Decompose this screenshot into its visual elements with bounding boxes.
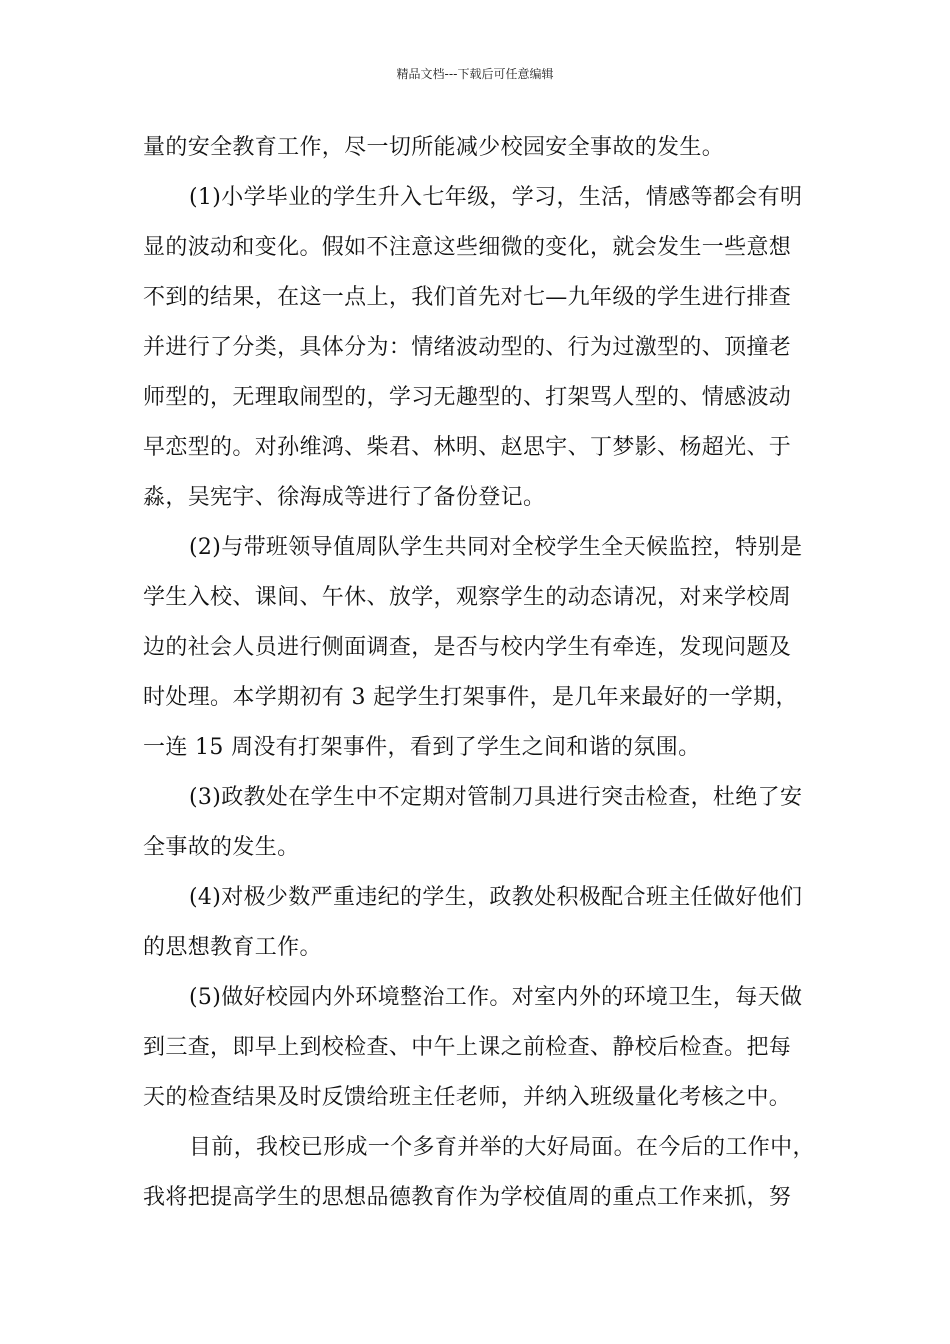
text-line: 不到的结果，在这一点上，我们首先对七—九年级的学生进行排查 [143,285,792,310]
text-line: 师型的，无理取闹型的，学习无趣型的、打架骂人型的、情感波动 [143,385,792,410]
text-line: 全事故的发生。 [143,835,300,860]
paragraph-start-line: 目前，我校已形成一个多育并举的大好局面。在今后的工作中， [189,1135,815,1160]
page-header: 精品文档---下载后可任意编辑 [396,67,554,81]
text-line: 时处理。本学期初有 3 起学生打架事件，是几年来最好的一学期， [143,685,798,710]
text-line: 我将把提高学生的思想品德教育作为学校值周的重点工作来抓，努 [143,1185,792,1210]
paragraph-start-line: (1)小学毕业的学生升入七年级，学习，生活，情感等都会有明 [189,185,803,210]
text-line: 一连 15 周没有打架事件，看到了学生之间和谐的氛围。 [143,735,701,760]
text-line: 量的安全教育工作，尽一切所能减少校园安全事故的发生。 [143,135,725,160]
paragraph-start-line: (3)政教处在学生中不定期对管制刀具进行突击检查，杜绝了安 [189,785,803,810]
text-line: 早恋型的。对孙维鸿、柴君、林明、赵思宇、丁梦影、杨超光、于 [143,435,792,460]
text-line: 淼，吴宪宇、徐海成等进行了备份登记。 [143,485,546,510]
paragraph-start-line: (2)与带班领导值周队学生共同对全校学生全天候监控，特别是 [189,535,803,560]
document-body [143,130,833,1230]
text-line: 到三查，即早上到校检查、中午上课之前检查、静校后检查。把每 [143,1035,792,1060]
text-line: 边的社会人员进行侧面调查，是否与校内学生有牵连，发现问题及 [143,635,792,660]
text-line: 天的检查结果及时反馈给班主任老师，并纳入班级量化考核之中。 [143,1085,792,1110]
paragraph-start-line: (5)做好校园内外环境整治工作。对室内外的环境卫生，每天做 [189,985,803,1010]
text-line: 的思想教育工作。 [143,935,322,960]
paragraph-start-line: (4)对极少数严重违纪的学生，政教处积极配合班主任做好他们 [189,885,803,910]
text-line: 显的波动和变化。假如不注意这些细微的变化，就会发生一些意想 [143,235,792,260]
text-line: 并进行了分类，具体分为：情绪波动型的、行为过激型的、顶撞老 [143,335,792,360]
text-line: 学生入校、课间、午休、放学，观察学生的动态请况，对来学校周 [143,585,792,610]
